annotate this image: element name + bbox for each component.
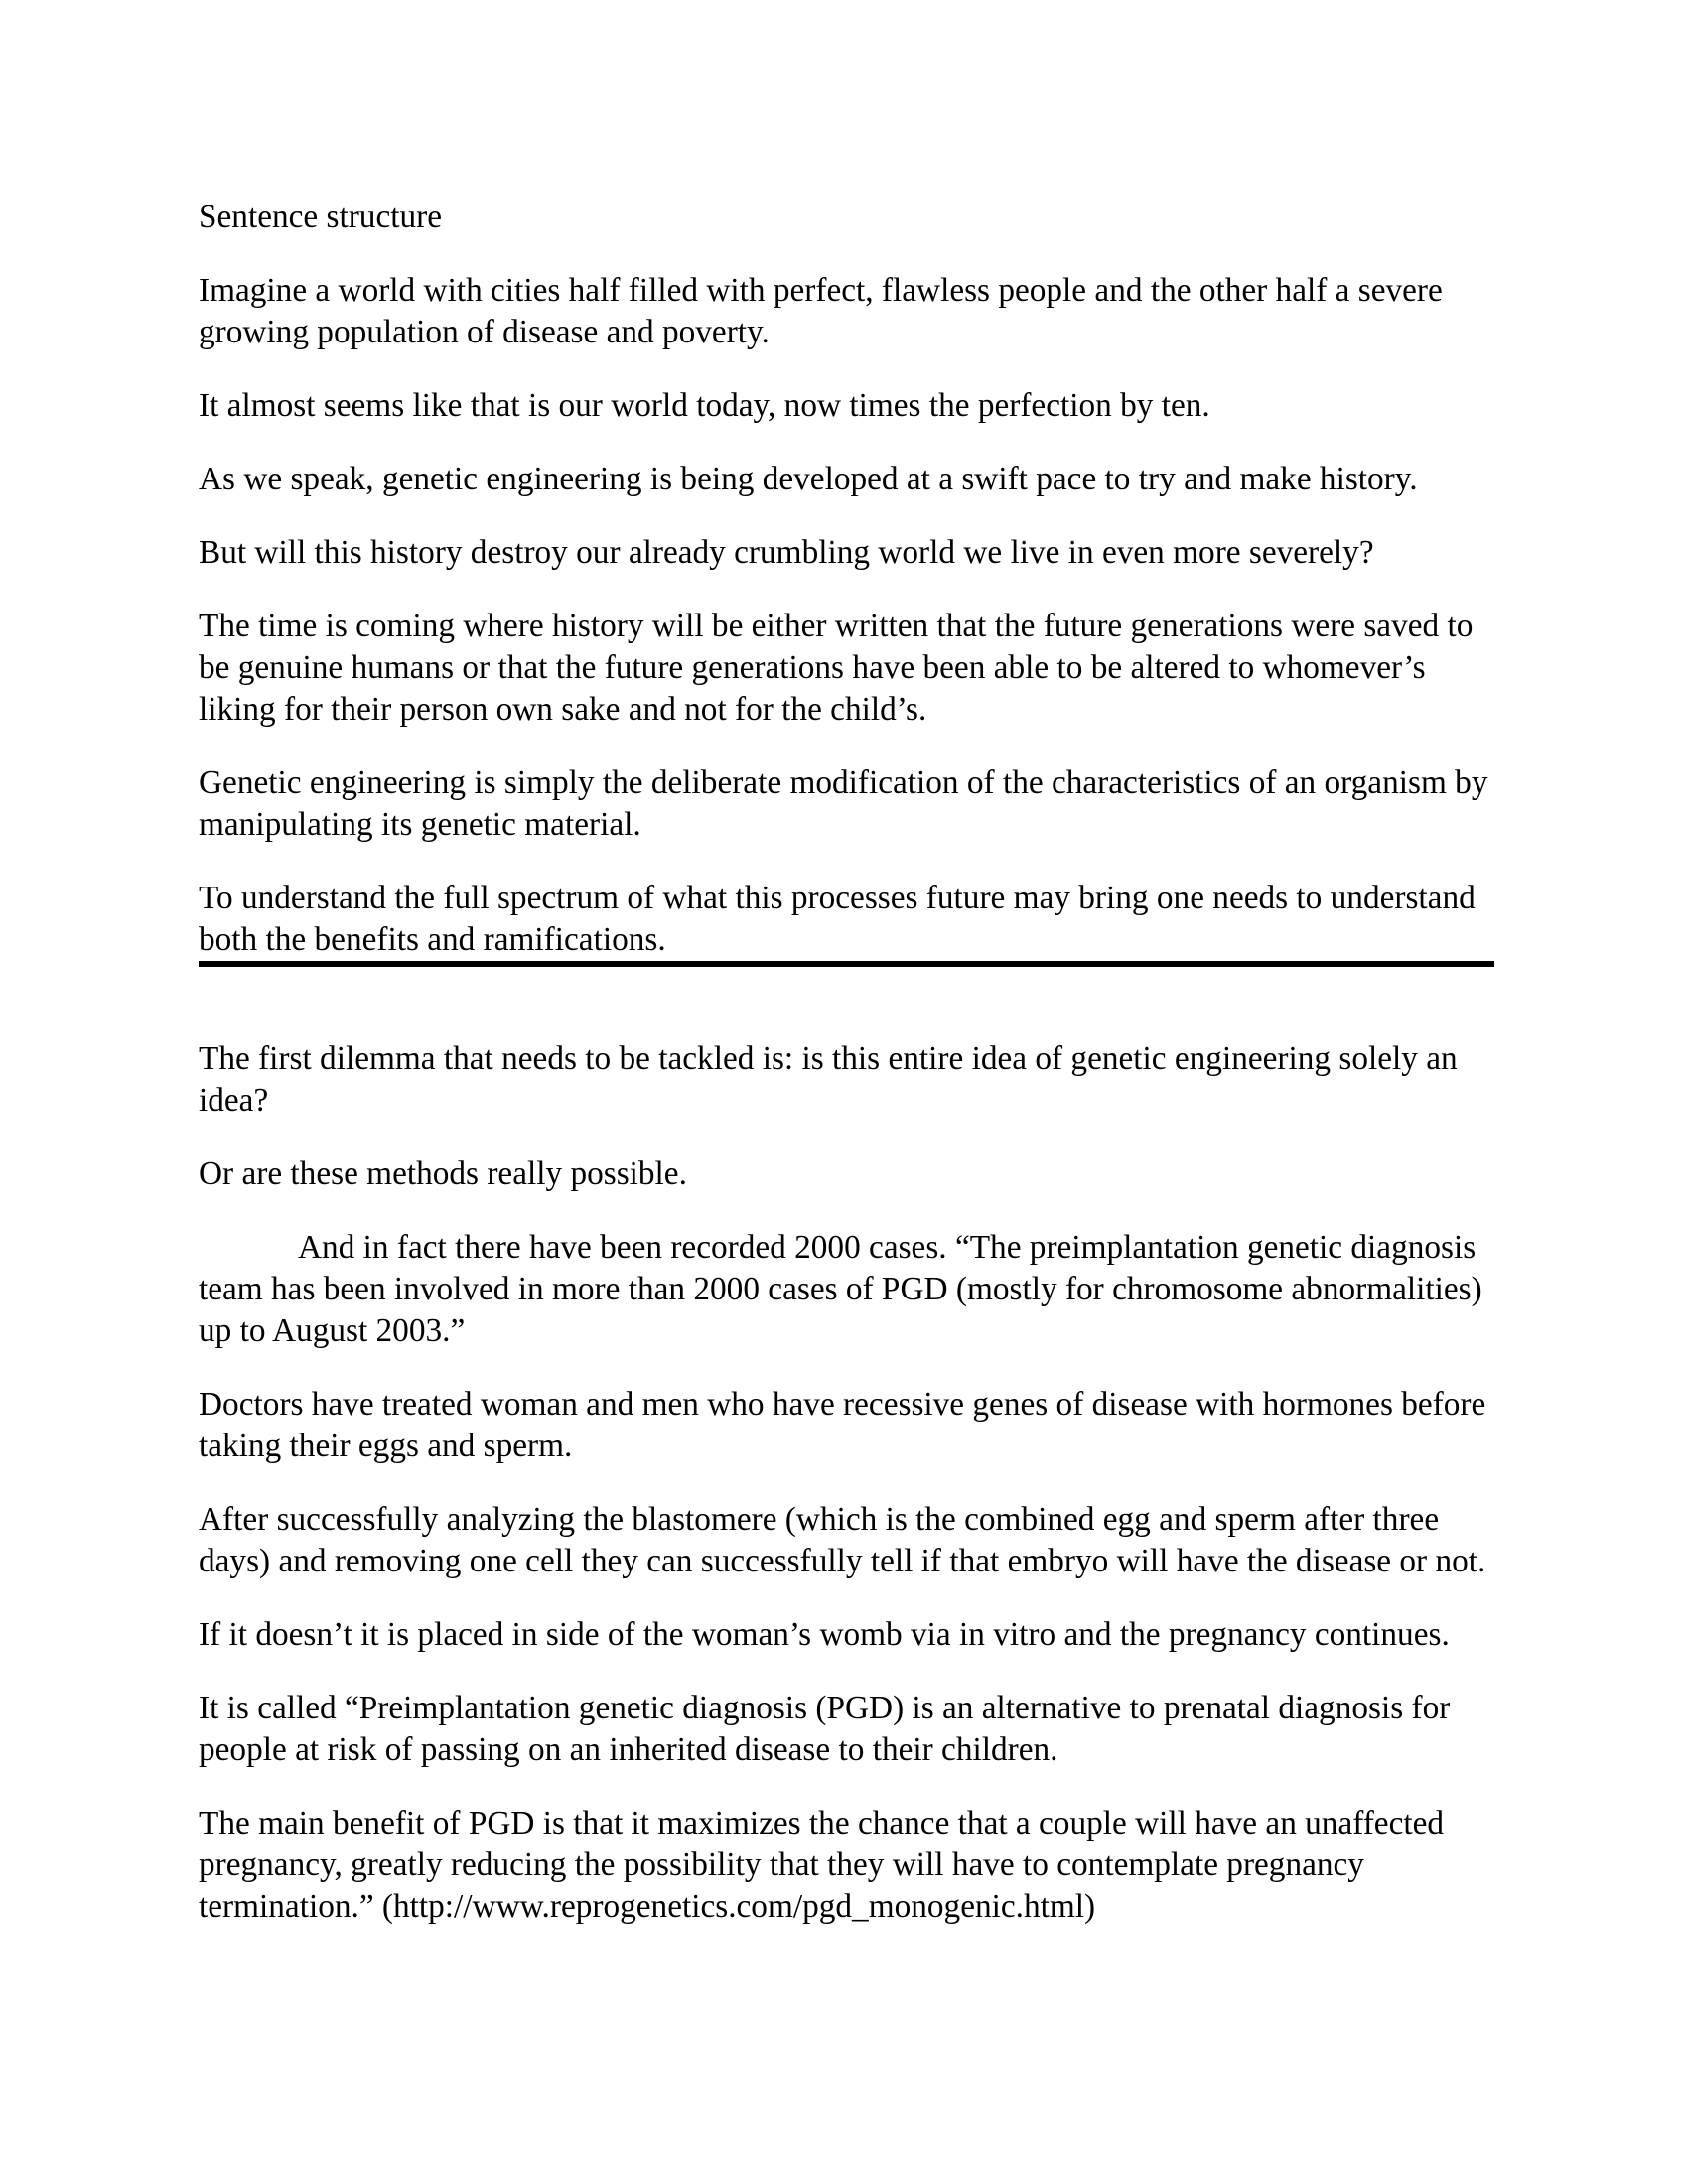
paragraph-world-today: It almost seems like that is our world today, now times the perfection by ten. — [199, 387, 1210, 424]
paragraph-pgd-alternative: It is called “Preimplantation genetic diagnosis (PGD) is an alternative to prenatal diagnosis for people at risk of passing on an inherited disease to their children. — [199, 1690, 1451, 1768]
paragraph-history-destroy: But will this history destroy our already crumbling world we live in even more severely? — [199, 534, 1374, 571]
paragraph-doctors-treated: Doctors have treated woman and men who have recessive genes of disease with hormones before taking their eggs and sperm. — [199, 1386, 1486, 1464]
paragraph-as-we-speak: As we speak, genetic engineering is being developed at a swift pace to try and make history. — [199, 461, 1418, 497]
paragraph-2000-cases: And in fact there have been recorded 2000 cases. “The preimplantation genetic diagnosis team has been involved in more than 2000 cases of PGD (mostly for chromosome abnormalities) up to August 2003.” — [199, 1229, 1482, 1349]
paragraph-first-dilemma: The first dilemma that needs to be tackled is: is this entire idea of genetic engineering solely an idea? — [199, 1040, 1458, 1119]
paragraph-methods-possible: Or are these methods really possible. — [199, 1156, 687, 1192]
paragraph-imagine-world: Imagine a world with cities half filled with perfect, flawless people and the other half a severe growing population of disease and poverty. — [199, 272, 1443, 350]
paragraph-time-is-coming: The time is coming where history will be either written that the future generations were saved to be genuine humans or that the future generations have been able to be altered to whomever’s liking for their person own sake and not for the child’s. — [199, 608, 1474, 728]
paragraph-genetic-engineering-definition: Genetic engineering is simply the deliberate modification of the characteristics of an organism by manipulating its genetic material. — [199, 764, 1488, 843]
paragraph-blastomere: After successfully analyzing the blastomere (which is the combined egg and sperm after three days) and removing one cell they can successfully tell if that embryo will have the disease or not. — [199, 1501, 1486, 1579]
section-above-divider — [199, 197, 1494, 967]
paragraph-full-spectrum: To understand the full spectrum of what this processes future may bring one needs to understand both the benefits and ramifications. — [199, 880, 1476, 958]
document-body — [199, 197, 1494, 1960]
document-heading: Sentence structure — [199, 199, 442, 235]
section-below-divider — [199, 1038, 1494, 1928]
paragraph-in-vitro: If it doesn’t it is placed in side of the woman’s womb via in vitro and the pregnancy continues. — [199, 1616, 1450, 1653]
paragraph-pgd-benefit-url: The main benefit of PGD is that it maximizes the chance that a couple will have an unaffected pregnancy, greatly reducing the possibility that they will have to contemplate pregnancy termination.” (http://www.reprogenetics.com/pgd_monogenic.html) — [199, 1805, 1445, 1925]
